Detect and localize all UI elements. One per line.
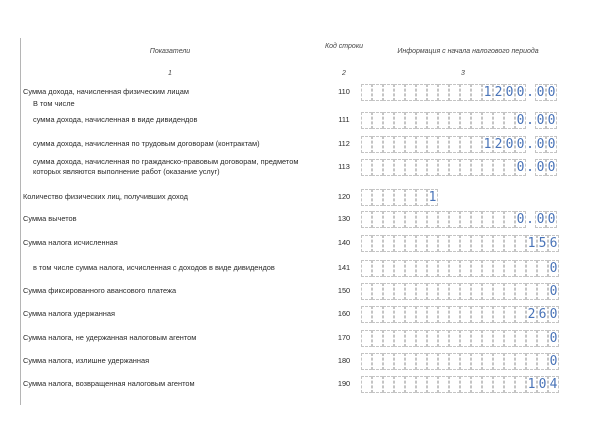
- row-code: 150: [337, 286, 351, 295]
- row-label: Сумма вычетов: [23, 214, 77, 223]
- value-digit-cell[interactable]: 0: [549, 331, 558, 346]
- value-digit-cell[interactable]: [394, 235, 405, 252]
- value-digit-cell[interactable]: [427, 330, 438, 347]
- value-digit-cell[interactable]: [438, 353, 449, 370]
- value-digit-cell[interactable]: [372, 136, 383, 153]
- header-period-info: Информация с начала налогового периода: [397, 48, 539, 55]
- value-digit-cell[interactable]: [537, 260, 548, 277]
- value-digit-cell[interactable]: [493, 260, 504, 277]
- value-digit-cell[interactable]: 1: [483, 85, 492, 100]
- row-code: 110: [338, 87, 350, 96]
- value-digit-cell[interactable]: [416, 353, 427, 370]
- value-digit-cell[interactable]: [482, 211, 493, 228]
- header-line-code: Код строки: [324, 43, 364, 50]
- value-digit-cell[interactable]: [438, 211, 449, 228]
- decimal-point: .: [526, 85, 534, 100]
- value-digit-cell[interactable]: 0: [505, 85, 514, 100]
- value-digit-cell[interactable]: [449, 211, 460, 228]
- value-digit-cell[interactable]: [405, 159, 416, 176]
- value-digit-cell[interactable]: [537, 283, 548, 300]
- row-label: Сумма налога, излишне удержанная: [23, 356, 150, 365]
- value-decimal-cell[interactable]: 0: [547, 85, 556, 100]
- value-decimal-cell[interactable]: 0: [536, 160, 545, 175]
- value-digit-cell[interactable]: [460, 136, 471, 153]
- value-digit-cell[interactable]: [449, 136, 460, 153]
- value-digit-cell[interactable]: 1: [483, 137, 492, 152]
- value-digit-cell[interactable]: [427, 260, 438, 277]
- value-digit-cell[interactable]: [438, 283, 449, 300]
- value-digit-cell[interactable]: [482, 235, 493, 252]
- value-digit-cell[interactable]: [471, 159, 482, 176]
- value-digit-cell[interactable]: [361, 353, 372, 370]
- value-digit-cell[interactable]: [416, 211, 427, 228]
- value-digit-cell[interactable]: [372, 306, 383, 323]
- header-col-number-3: 3: [461, 70, 465, 77]
- value-digit-cell[interactable]: [361, 376, 372, 393]
- value-digit-cell[interactable]: [438, 235, 449, 252]
- value-digit-cell[interactable]: 0: [516, 137, 525, 152]
- value-digit-cell[interactable]: [449, 260, 460, 277]
- value-digit-cell[interactable]: [482, 112, 493, 129]
- value-digit-cell[interactable]: [515, 376, 526, 393]
- value-digit-cell[interactable]: [460, 330, 471, 347]
- value-digit-cell[interactable]: [482, 330, 493, 347]
- value-digit-cell[interactable]: [394, 211, 405, 228]
- row-code: 190: [337, 379, 351, 388]
- value-digit-cell[interactable]: [427, 376, 438, 393]
- value-digit-cell[interactable]: [394, 283, 405, 300]
- value-digit-cell[interactable]: [493, 112, 504, 129]
- row-code: 130: [337, 214, 351, 223]
- value-digit-cell[interactable]: [493, 353, 504, 370]
- value-decimal-cell[interactable]: 0: [547, 160, 556, 175]
- row-code: 112: [338, 139, 350, 148]
- header-col-number-2: 2: [342, 70, 346, 77]
- value-digit-cell[interactable]: [471, 306, 482, 323]
- value-digit-cell[interactable]: 0: [549, 307, 558, 322]
- value-digit-cell[interactable]: [383, 283, 394, 300]
- value-digit-cell[interactable]: [438, 376, 449, 393]
- row-label: сумма дохода, начисленная по гражданско-правовым договорам, предметом которых являются выполнение работ (оказание услуг): [33, 157, 299, 176]
- value-digit-cell[interactable]: [372, 260, 383, 277]
- value-digit-cell[interactable]: [471, 330, 482, 347]
- value-digit-cell[interactable]: [449, 159, 460, 176]
- value-digit-cell[interactable]: [394, 330, 405, 347]
- row-code: 140: [337, 238, 351, 247]
- value-digit-cell[interactable]: [372, 112, 383, 129]
- value-digit-cell[interactable]: [493, 235, 504, 252]
- value-digit-cell[interactable]: [361, 330, 372, 347]
- value-digit-cell[interactable]: [471, 84, 482, 101]
- value-digit-cell[interactable]: [383, 189, 394, 206]
- value-digit-cell[interactable]: [383, 306, 394, 323]
- value-digit-cell[interactable]: [504, 306, 515, 323]
- value-digit-cell[interactable]: [438, 330, 449, 347]
- value-digit-cell[interactable]: [493, 376, 504, 393]
- value-digit-cell[interactable]: [372, 235, 383, 252]
- value-digit-cell[interactable]: [427, 211, 438, 228]
- value-decimal-cell[interactable]: 0: [547, 113, 556, 128]
- value-digit-cell[interactable]: [515, 235, 526, 252]
- value-digit-cell[interactable]: [471, 260, 482, 277]
- value-decimal-cell[interactable]: 0: [536, 113, 545, 128]
- value-digit-cell[interactable]: [460, 159, 471, 176]
- value-digit-cell[interactable]: [427, 306, 438, 323]
- row-label: в том числе сумма налога, исчисленная с доходов в виде дивидендов: [33, 263, 275, 272]
- value-digit-cell[interactable]: [493, 211, 504, 228]
- value-digit-cell[interactable]: [361, 306, 372, 323]
- value-digit-cell[interactable]: 4: [549, 377, 558, 392]
- value-digit-cell[interactable]: [427, 283, 438, 300]
- value-digit-cell[interactable]: [405, 136, 416, 153]
- value-digit-cell[interactable]: [449, 235, 460, 252]
- value-digit-cell[interactable]: [383, 136, 394, 153]
- value-digit-cell[interactable]: [493, 306, 504, 323]
- value-digit-cell[interactable]: [449, 283, 460, 300]
- value-digit-cell[interactable]: [438, 112, 449, 129]
- value-digit-cell[interactable]: 0: [516, 85, 525, 100]
- value-digit-cell[interactable]: [383, 112, 394, 129]
- row-code: 141: [337, 263, 351, 272]
- value-digit-cell[interactable]: [383, 260, 394, 277]
- row-code: 170: [337, 333, 351, 342]
- value-digit-cell[interactable]: 0: [505, 137, 514, 152]
- value-digit-cell[interactable]: 0: [516, 113, 525, 128]
- value-decimal-cell[interactable]: 0: [536, 85, 545, 100]
- value-digit-cell[interactable]: [526, 260, 537, 277]
- value-digit-cell[interactable]: [460, 235, 471, 252]
- row-label: сумма дохода, начисленная в виде дивидендов: [33, 115, 198, 124]
- value-digit-cell[interactable]: [416, 189, 427, 206]
- value-digit-cell[interactable]: [471, 353, 482, 370]
- decimal-point: .: [526, 137, 534, 152]
- value-digit-cell[interactable]: [372, 159, 383, 176]
- value-digit-cell[interactable]: [361, 112, 372, 129]
- value-digit-cell[interactable]: [427, 84, 438, 101]
- value-digit-cell[interactable]: [394, 260, 405, 277]
- value-digit-cell[interactable]: [471, 235, 482, 252]
- value-digit-cell[interactable]: [394, 376, 405, 393]
- value-digit-cell[interactable]: [361, 211, 372, 228]
- value-digit-cell[interactable]: [504, 260, 515, 277]
- value-digit-cell[interactable]: [394, 306, 405, 323]
- value-digit-cell[interactable]: [361, 159, 372, 176]
- value-digit-cell[interactable]: [515, 330, 526, 347]
- row-code: 160: [337, 309, 351, 318]
- value-digit-cell[interactable]: [449, 306, 460, 323]
- value-digit-cell[interactable]: [416, 235, 427, 252]
- value-digit-cell[interactable]: [416, 376, 427, 393]
- value-digit-cell[interactable]: 1: [527, 236, 536, 251]
- value-digit-cell[interactable]: [460, 306, 471, 323]
- value-digit-cell[interactable]: [416, 260, 427, 277]
- row-label: В том числе: [33, 99, 75, 108]
- value-digit-cell[interactable]: 6: [538, 307, 547, 322]
- value-digit-cell[interactable]: [471, 112, 482, 129]
- value-digit-cell[interactable]: [438, 159, 449, 176]
- value-digit-cell[interactable]: [504, 353, 515, 370]
- value-digit-cell[interactable]: [405, 283, 416, 300]
- value-digit-cell[interactable]: [405, 211, 416, 228]
- value-digit-cell[interactable]: [372, 353, 383, 370]
- value-digit-cell[interactable]: [471, 376, 482, 393]
- value-digit-cell[interactable]: [405, 376, 416, 393]
- value-digit-cell[interactable]: [460, 376, 471, 393]
- value-digit-cell[interactable]: [416, 159, 427, 176]
- value-digit-cell[interactable]: 0: [538, 377, 547, 392]
- value-digit-cell[interactable]: [438, 260, 449, 277]
- value-digit-cell[interactable]: [361, 189, 372, 206]
- value-digit-cell[interactable]: [460, 112, 471, 129]
- value-digit-cell[interactable]: [515, 260, 526, 277]
- value-digit-cell[interactable]: [449, 84, 460, 101]
- value-digit-cell[interactable]: 2: [527, 307, 536, 322]
- value-digit-cell[interactable]: [416, 136, 427, 153]
- value-digit-cell[interactable]: [449, 330, 460, 347]
- value-digit-cell[interactable]: 0: [549, 284, 558, 299]
- value-digit-cell[interactable]: [383, 330, 394, 347]
- value-digit-cell[interactable]: [482, 159, 493, 176]
- value-digit-cell[interactable]: [416, 84, 427, 101]
- value-decimal-cell[interactable]: 0: [547, 212, 556, 227]
- value-digit-cell[interactable]: 5: [538, 236, 547, 251]
- value-digit-cell[interactable]: [427, 235, 438, 252]
- value-digit-cell[interactable]: 0: [549, 261, 558, 276]
- value-digit-cell[interactable]: [394, 353, 405, 370]
- value-digit-cell[interactable]: [405, 235, 416, 252]
- value-digit-cell[interactable]: [372, 376, 383, 393]
- value-digit-cell[interactable]: [361, 84, 372, 101]
- value-digit-cell[interactable]: [394, 112, 405, 129]
- value-digit-cell[interactable]: [471, 136, 482, 153]
- value-digit-cell[interactable]: [416, 330, 427, 347]
- value-digit-cell[interactable]: [537, 330, 548, 347]
- header-col-number-1: 1: [168, 70, 172, 77]
- value-digit-cell[interactable]: 2: [494, 85, 503, 100]
- value-digit-cell[interactable]: [405, 306, 416, 323]
- row-code: 111: [338, 115, 350, 124]
- value-digit-cell[interactable]: [405, 330, 416, 347]
- value-digit-cell[interactable]: [427, 136, 438, 153]
- value-digit-cell[interactable]: [427, 159, 438, 176]
- value-digit-cell[interactable]: [493, 330, 504, 347]
- value-digit-cell[interactable]: 1: [428, 190, 437, 205]
- value-digit-cell[interactable]: [482, 376, 493, 393]
- value-digit-cell[interactable]: [526, 353, 537, 370]
- value-digit-cell[interactable]: [515, 353, 526, 370]
- value-decimal-cell[interactable]: 0: [547, 137, 556, 152]
- row-label: Сумма налога исчисленная: [23, 238, 118, 247]
- value-digit-cell[interactable]: 0: [516, 212, 525, 227]
- value-digit-cell[interactable]: [405, 112, 416, 129]
- row-code: 120: [337, 192, 351, 201]
- row-label: сумма дохода, начисленная по трудовым договорам (контрактам): [33, 139, 260, 148]
- value-digit-cell[interactable]: 0: [549, 354, 558, 369]
- value-digit-cell[interactable]: [361, 136, 372, 153]
- value-digit-cell[interactable]: [504, 235, 515, 252]
- value-digit-cell[interactable]: [460, 353, 471, 370]
- decimal-point: .: [526, 113, 534, 128]
- value-digit-cell[interactable]: [372, 211, 383, 228]
- header-indicators: Показатели: [149, 48, 191, 55]
- value-digit-cell[interactable]: [394, 136, 405, 153]
- value-digit-cell[interactable]: 0: [516, 160, 525, 175]
- value-digit-cell[interactable]: [405, 260, 416, 277]
- value-digit-cell[interactable]: [515, 306, 526, 323]
- value-digit-cell[interactable]: [394, 189, 405, 206]
- value-digit-cell[interactable]: [405, 353, 416, 370]
- value-digit-cell[interactable]: 1: [527, 377, 536, 392]
- value-digit-cell[interactable]: [361, 260, 372, 277]
- value-digit-cell[interactable]: [449, 376, 460, 393]
- value-digit-cell[interactable]: 6: [549, 236, 558, 251]
- value-digit-cell[interactable]: [449, 112, 460, 129]
- value-digit-cell[interactable]: [493, 159, 504, 176]
- value-decimal-cell[interactable]: 0: [536, 137, 545, 152]
- value-digit-cell[interactable]: [361, 283, 372, 300]
- row-label: Сумма налога, возвращенная налоговым агентом: [23, 379, 195, 388]
- value-digit-cell[interactable]: [438, 306, 449, 323]
- value-digit-cell[interactable]: [504, 283, 515, 300]
- value-digit-cell[interactable]: [537, 353, 548, 370]
- value-digit-cell[interactable]: [526, 330, 537, 347]
- value-digit-cell[interactable]: [405, 189, 416, 206]
- value-digit-cell[interactable]: [460, 84, 471, 101]
- value-digit-cell[interactable]: [460, 260, 471, 277]
- value-digit-cell[interactable]: [482, 353, 493, 370]
- value-digit-cell[interactable]: [438, 136, 449, 153]
- value-digit-cell[interactable]: [383, 353, 394, 370]
- value-digit-cell[interactable]: [383, 211, 394, 228]
- value-digit-cell[interactable]: [394, 159, 405, 176]
- value-digit-cell[interactable]: [504, 330, 515, 347]
- decimal-point: .: [526, 212, 534, 227]
- value-digit-cell[interactable]: [383, 376, 394, 393]
- value-digit-cell[interactable]: [416, 306, 427, 323]
- value-digit-cell[interactable]: [449, 353, 460, 370]
- value-digit-cell[interactable]: [416, 283, 427, 300]
- value-digit-cell[interactable]: [383, 159, 394, 176]
- value-digit-cell[interactable]: [493, 283, 504, 300]
- row-label: Сумма фиксированного авансового платежа: [23, 286, 177, 295]
- value-decimal-cell[interactable]: 0: [536, 212, 545, 227]
- value-digit-cell[interactable]: [471, 283, 482, 300]
- value-digit-cell[interactable]: [372, 330, 383, 347]
- value-digit-cell[interactable]: [482, 306, 493, 323]
- table-left-border: [20, 38, 21, 405]
- value-digit-cell[interactable]: [383, 84, 394, 101]
- value-digit-cell[interactable]: [438, 84, 449, 101]
- value-digit-cell[interactable]: [405, 84, 416, 101]
- row-label: Сумма дохода, начисленная физическим лицам: [23, 87, 189, 96]
- value-digit-cell[interactable]: [427, 112, 438, 129]
- value-digit-cell[interactable]: [504, 211, 515, 228]
- value-digit-cell[interactable]: [383, 235, 394, 252]
- value-digit-cell[interactable]: [372, 189, 383, 206]
- value-digit-cell[interactable]: [416, 112, 427, 129]
- value-digit-cell[interactable]: [372, 283, 383, 300]
- value-digit-cell[interactable]: [526, 283, 537, 300]
- value-digit-cell[interactable]: [471, 211, 482, 228]
- row-code: 180: [337, 356, 351, 365]
- row-label: Количество физических лиц, получивших доход: [23, 192, 188, 201]
- value-digit-cell[interactable]: [460, 283, 471, 300]
- decimal-point: .: [526, 160, 534, 175]
- row-code: 113: [338, 162, 350, 171]
- value-digit-cell[interactable]: [372, 84, 383, 101]
- value-digit-cell[interactable]: [482, 283, 493, 300]
- row-label: Сумма налога удержанная: [23, 309, 115, 318]
- value-digit-cell[interactable]: [504, 376, 515, 393]
- value-digit-cell[interactable]: [361, 235, 372, 252]
- value-digit-cell[interactable]: [427, 353, 438, 370]
- value-digit-cell[interactable]: [460, 211, 471, 228]
- row-label: Сумма налога, не удержанная налоговым агентом: [23, 333, 197, 342]
- value-digit-cell[interactable]: [482, 260, 493, 277]
- value-digit-cell[interactable]: [515, 283, 526, 300]
- value-digit-cell[interactable]: [394, 84, 405, 101]
- value-digit-cell[interactable]: [504, 159, 515, 176]
- value-digit-cell[interactable]: 2: [494, 137, 503, 152]
- value-digit-cell[interactable]: [504, 112, 515, 129]
